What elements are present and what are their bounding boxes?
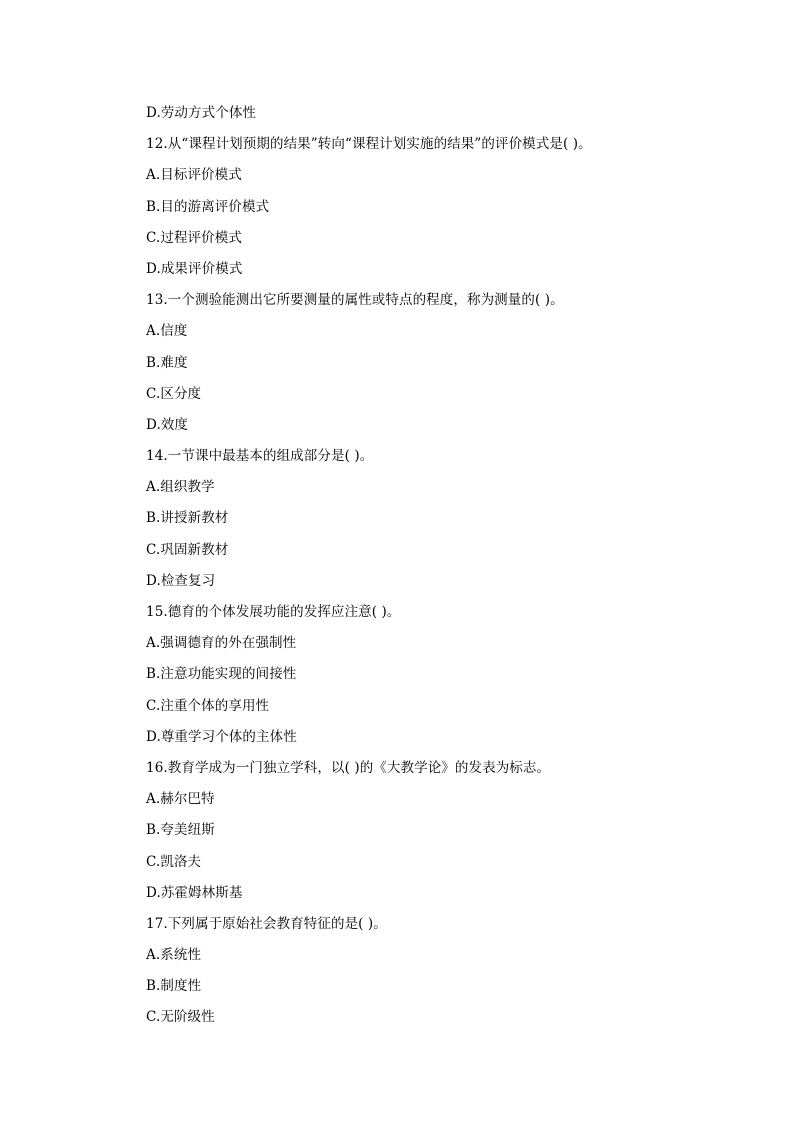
question-text: 14.一节课中最基本的组成部分是( )。 (146, 448, 374, 465)
answer-option: D.劳动方式个体性 (146, 105, 257, 121)
answer-option: B.制度性 (146, 978, 202, 995)
answer-option: D.苏霍姆林斯基 (146, 884, 243, 901)
answer-option: A.赫尔巴特 (146, 791, 215, 808)
answer-option: D.尊重学习个体的主体性 (146, 728, 297, 745)
answer-option: A.强调德育的外在强制性 (146, 635, 297, 652)
answer-option: C.无阶级性 (146, 1009, 215, 1026)
answer-option: B.讲授新教材 (146, 510, 229, 527)
answer-option: C.凯洛夫 (146, 853, 202, 870)
answer-option: C.过程评价模式 (146, 229, 242, 246)
exam-content (146, 103, 756, 1039)
answer-option: C.注重个体的享用性 (146, 697, 270, 714)
answer-option: C.巩固新教材 (146, 541, 229, 558)
answer-option: D.检查复习 (146, 572, 216, 589)
question-text: 13.一个测验能测出它所要测量的属性或特点的程度，称为测量的( )。 (146, 292, 564, 309)
answer-option: D.成果评价模式 (146, 260, 243, 277)
answer-option: A.系统性 (146, 947, 202, 964)
question-text: 12.从“课程计划预期的结果”转向“课程计划实施的结果”的评价模式是( )。 (146, 136, 592, 153)
answer-option: C.区分度 (146, 385, 202, 402)
answer-option: B.夸美纽斯 (146, 822, 215, 839)
answer-option: B.难度 (146, 354, 188, 371)
answer-option: B.目的游离评价模式 (146, 198, 270, 215)
question-text: 15.德育的个体发展功能的发挥应注意( )。 (146, 604, 401, 620)
answer-option: D.效度 (146, 416, 189, 433)
answer-option: B.注意功能实现的间接性 (146, 666, 297, 683)
answer-option: A.目标评价模式 (146, 167, 242, 184)
answer-option: A.信度 (146, 323, 188, 340)
question-text: 16.教育学成为一门独立学科，以( )的《大教学论》的发表为标志。 (146, 759, 551, 776)
question-text: 17.下列属于原始社会教育特征的是( )。 (146, 915, 387, 932)
answer-option: A.组织教学 (146, 479, 215, 496)
